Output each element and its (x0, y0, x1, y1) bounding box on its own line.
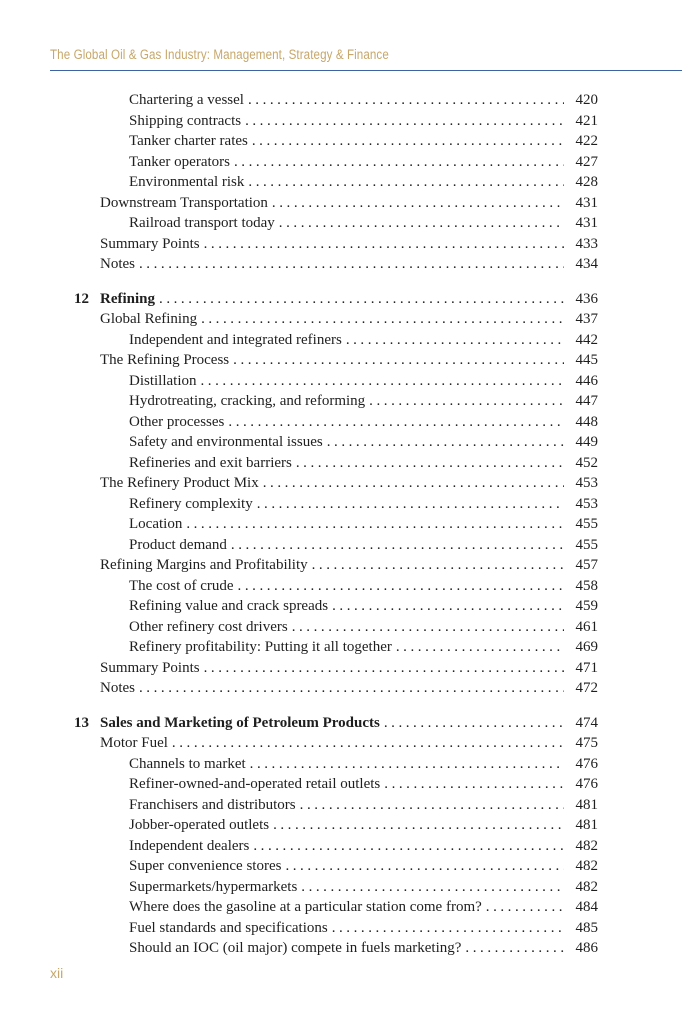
toc-entry-title: Should an IOC (oil major) compete in fuels marketing? (129, 940, 462, 956)
toc-chapter-entry (0, 713, 682, 734)
toc-page-number: 428 (575, 174, 598, 190)
dot-leader (233, 350, 564, 371)
toc-entry (0, 494, 682, 515)
toc-page-number: 431 (575, 215, 598, 231)
toc-entry-title: Tanker operators (129, 153, 230, 170)
chapter-number: 12 (74, 290, 89, 307)
toc-entry (0, 658, 682, 679)
toc-entry (0, 193, 682, 214)
toc-entry (0, 733, 682, 754)
toc-entry (0, 473, 682, 494)
toc-page-number: 445 (575, 352, 598, 368)
toc-entry-title: Chartering a vessel (129, 92, 244, 108)
toc-entry (0, 754, 682, 775)
dot-leader (252, 131, 564, 152)
header-rule (50, 70, 682, 71)
toc-entry (0, 815, 682, 836)
toc-page-number: 474 (575, 714, 598, 731)
toc-page-number: 459 (575, 598, 598, 614)
toc-page-number: 420 (575, 92, 598, 108)
toc-entry-title: Railroad transport today (129, 215, 275, 231)
toc-entry (0, 371, 682, 392)
toc-entry (0, 152, 682, 173)
toc-entry-title: Other processes (129, 413, 225, 430)
toc-page-number: 482 (575, 837, 598, 854)
toc-entry-title: Where does the gasoline at a particular station come from? (129, 899, 482, 915)
toc-page-number: 458 (575, 577, 598, 594)
dot-leader (296, 453, 564, 474)
toc-entry-title: Refining value and crack spreads (129, 598, 329, 614)
toc-entry-title: Franchisers and distributors (129, 796, 296, 813)
toc-page-number: 457 (575, 557, 598, 573)
toc-entry-title: Environmental risk (129, 174, 245, 190)
dot-leader (486, 897, 564, 918)
toc-page-number: 421 (575, 112, 598, 129)
dot-leader (273, 815, 564, 836)
toc-page-number: 452 (575, 454, 598, 471)
toc-page-number: 455 (575, 516, 598, 532)
toc-page-number: 453 (575, 475, 598, 491)
toc-entry-title: Other refinery cost drivers (129, 618, 288, 635)
table-of-contents (0, 90, 682, 959)
toc-page-number: 455 (575, 536, 598, 553)
toc-entry-title: Refinery profitability: Putting it all together (129, 639, 392, 655)
toc-entry-title: Independent and integrated refiners (129, 331, 342, 348)
toc-entry-title: Notes (100, 680, 135, 696)
toc-entry (0, 678, 682, 699)
toc-entry (0, 938, 682, 959)
dot-leader (172, 733, 564, 754)
toc-entry-title: Tanker charter rates (129, 133, 248, 149)
toc-entry (0, 617, 682, 638)
dot-leader (238, 576, 564, 597)
dot-leader (369, 391, 564, 412)
toc-entry (0, 576, 682, 597)
toc-entry (0, 309, 682, 330)
toc-entry (0, 391, 682, 412)
dot-leader (263, 473, 564, 494)
toc-entry-title: Hydrotreating, cracking, and reforming (129, 393, 366, 409)
dot-leader (465, 938, 564, 959)
toc-page-number: 481 (575, 817, 598, 833)
toc-entry-title: Global Refining (100, 311, 198, 327)
dot-leader (332, 596, 564, 617)
toc-entry-title: The cost of crude (129, 577, 234, 594)
dot-leader (396, 637, 564, 658)
running-header: The Global Oil & Gas Industry: Management, Strategy & Finance (50, 47, 389, 62)
toc-page-number: 461 (575, 618, 598, 635)
toc-page-number: 427 (575, 153, 598, 170)
dot-leader (231, 535, 564, 556)
dot-leader (139, 678, 564, 699)
toc-entry (0, 330, 682, 351)
dot-leader (204, 658, 564, 679)
toc-page-number: 449 (575, 434, 598, 450)
toc-entry (0, 432, 682, 453)
toc-entry-title: Product demand (129, 536, 227, 553)
toc-entry (0, 836, 682, 857)
toc-entry (0, 213, 682, 234)
toc-entry-title: Refineries and exit barriers (129, 454, 292, 471)
toc-entry-title: Channels to market (129, 755, 246, 772)
toc-page-number: 471 (575, 659, 598, 676)
toc-entry (0, 90, 682, 111)
dot-leader (253, 836, 564, 857)
toc-page-number: 422 (575, 133, 598, 149)
dot-leader (204, 234, 564, 255)
toc-page-number: 484 (575, 899, 598, 915)
toc-chapter-entry (0, 289, 682, 310)
toc-entry (0, 555, 682, 576)
dot-leader (312, 555, 564, 576)
toc-entry (0, 877, 682, 898)
toc-page-number: 481 (575, 796, 598, 813)
toc-entry (0, 350, 682, 371)
toc-entry-title: Safety and environmental issues (129, 434, 323, 450)
toc-page-number: 482 (575, 878, 598, 895)
toc-entry (0, 514, 682, 535)
dot-leader (292, 617, 564, 638)
toc-entry (0, 111, 682, 132)
dot-leader (285, 856, 564, 877)
toc-page-number: 482 (575, 858, 598, 874)
toc-page-number: 431 (575, 194, 598, 211)
toc-entry-title: Distillation (129, 372, 197, 389)
dot-leader (250, 754, 564, 775)
toc-entry (0, 412, 682, 433)
toc-entry-title: Shipping contracts (129, 112, 242, 129)
toc-page-number: 437 (575, 311, 598, 327)
toc-page-number: 485 (575, 919, 598, 936)
toc-entry-title: Location (129, 516, 183, 532)
dot-leader (186, 514, 564, 535)
toc-entry (0, 131, 682, 152)
toc-entry-title: Motor Fuel (100, 735, 168, 751)
toc-entry-title: Refinery complexity (129, 495, 253, 512)
dot-leader (245, 111, 564, 132)
toc-page-number: 469 (575, 639, 598, 655)
dot-leader (384, 774, 564, 795)
toc-entry (0, 918, 682, 939)
toc-entry-title: Downstream Transportation (100, 194, 268, 211)
toc-entry-title: Refining (100, 290, 156, 307)
dot-leader (272, 193, 564, 214)
dot-leader (159, 289, 564, 310)
dot-leader (234, 152, 564, 173)
toc-page-number: 436 (575, 290, 598, 307)
dot-leader (201, 309, 564, 330)
toc-entry (0, 535, 682, 556)
toc-entry-title: Sales and Marketing of Petroleum Products (100, 714, 380, 731)
toc-entry-title: The Refining Process (100, 352, 230, 368)
toc-entry-title: The Refinery Product Mix (100, 475, 259, 491)
toc-entry-title: Super convenience stores (129, 858, 282, 874)
toc-page-number: 442 (575, 331, 598, 348)
dot-leader (228, 412, 564, 433)
toc-page-number: 448 (575, 413, 598, 430)
toc-entry-title: Fuel standards and specifications (129, 919, 328, 936)
toc-page-number: 472 (575, 680, 598, 696)
dot-leader (248, 172, 564, 193)
dot-leader (139, 254, 564, 275)
dot-leader (346, 330, 564, 351)
dot-leader (300, 795, 564, 816)
toc-entry (0, 172, 682, 193)
toc-entry-title: Refiner-owned-and-operated retail outlets (129, 776, 381, 792)
dot-leader (201, 371, 565, 392)
toc-entry (0, 637, 682, 658)
toc-page-number: 475 (575, 735, 598, 751)
dot-leader (248, 90, 564, 111)
toc-entry (0, 596, 682, 617)
chapter-number: 13 (74, 714, 89, 731)
toc-page-number: 433 (575, 235, 598, 252)
toc-entry (0, 234, 682, 255)
page-folio: xii (50, 965, 64, 981)
toc-page-number: 476 (575, 755, 598, 772)
dot-leader (279, 213, 564, 234)
toc-entry-title: Refining Margins and Profitability (100, 557, 308, 573)
toc-page-number: 476 (575, 776, 598, 792)
toc-entry (0, 897, 682, 918)
toc-entry (0, 856, 682, 877)
dot-leader (327, 432, 564, 453)
dot-leader (332, 918, 564, 939)
toc-entry-title: Jobber-operated outlets (129, 817, 270, 833)
toc-page-number: 446 (575, 372, 598, 389)
toc-entry-title: Summary Points (100, 659, 200, 676)
toc-entry (0, 254, 682, 275)
toc-entry-title: Supermarkets/hypermarkets (129, 878, 298, 895)
toc-entry-title: Summary Points (100, 235, 200, 252)
toc-page-number: 447 (575, 393, 598, 409)
toc-page-number: 486 (575, 940, 598, 956)
dot-leader (301, 877, 564, 898)
toc-entry (0, 774, 682, 795)
toc-entry (0, 453, 682, 474)
toc-entry (0, 795, 682, 816)
toc-page-number: 434 (575, 256, 598, 272)
toc-entry-title: Independent dealers (129, 837, 250, 854)
dot-leader (384, 713, 564, 734)
dot-leader (257, 494, 564, 515)
toc-entry-title: Notes (100, 256, 135, 272)
toc-page-number: 453 (575, 495, 598, 512)
